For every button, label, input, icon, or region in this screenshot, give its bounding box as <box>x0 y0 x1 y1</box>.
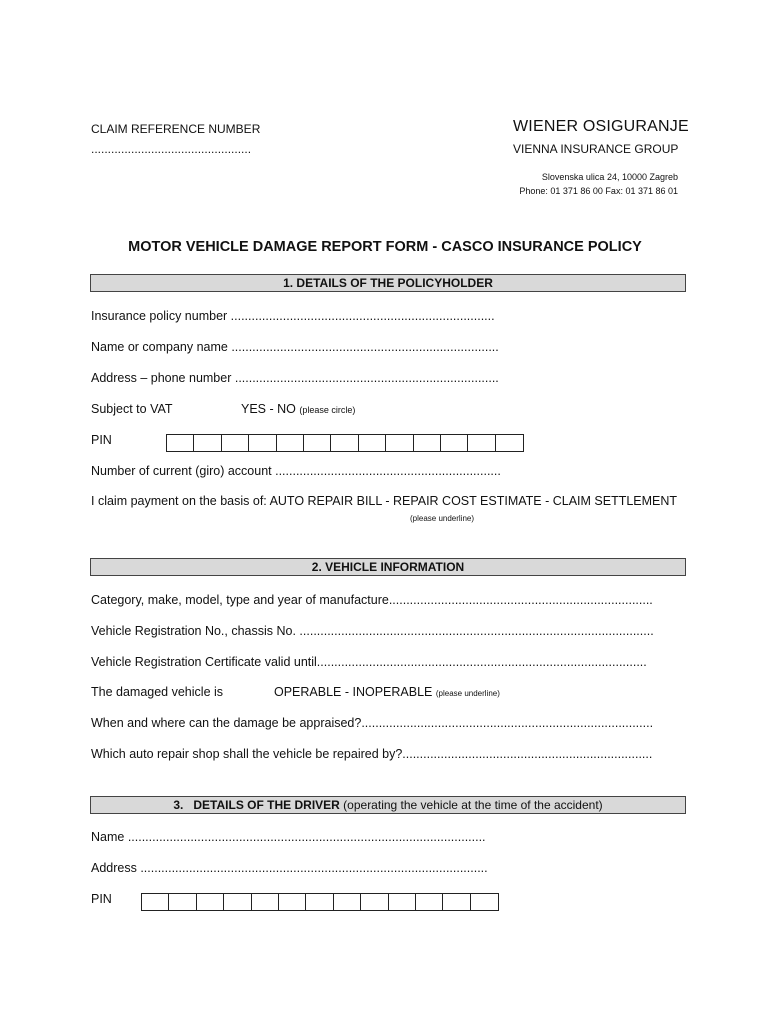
driver-pin-input-grid[interactable] <box>141 893 499 911</box>
vat-hint: (please circle) <box>299 405 356 415</box>
pin-cell[interactable] <box>443 894 470 910</box>
damaged-vehicle-options[interactable] <box>274 685 500 699</box>
giro-account-field[interactable]: Number of current (giro) account ................................................................. <box>91 464 501 478</box>
pin-cell[interactable] <box>416 894 443 910</box>
section-3-heading <box>90 796 686 814</box>
damage-appraisal-field[interactable]: When and where can the damage be appraised?.................................................................................... <box>91 716 654 730</box>
vehicle-category-field[interactable]: Category, make, model, type and year of manufacture............................................................................ <box>91 593 653 607</box>
pin-cell[interactable] <box>304 435 331 451</box>
pin-cell[interactable] <box>334 894 361 910</box>
company-address: Slovenska ulica 24, 10000 Zagreb <box>541 172 678 182</box>
vat-label: Subject to VAT <box>91 402 173 416</box>
company-group: VIENNA INSURANCE GROUP <box>513 142 679 156</box>
policy-number-field[interactable]: Insurance policy number ............................................................................ <box>91 309 495 323</box>
pin-label: PIN <box>91 433 112 447</box>
section-3-subtitle: (operating the vehicle at the time of the accident) <box>343 798 603 812</box>
address-phone-field[interactable]: Address – phone number ............................................................................ <box>91 371 499 385</box>
pin-cell[interactable] <box>249 435 276 451</box>
pin-cell[interactable] <box>142 894 169 910</box>
claim-reference-field[interactable]: ................................................ <box>91 142 252 156</box>
pin-cell[interactable] <box>194 435 221 451</box>
vat-options[interactable] <box>241 402 355 416</box>
pin-cell[interactable] <box>331 435 358 451</box>
pin-cell[interactable] <box>386 435 413 451</box>
company-name: WIENER OSIGURANJE <box>513 118 689 135</box>
vehicle-registration-field[interactable]: Vehicle Registration No., chassis No. ...................................................................................................... <box>91 624 654 638</box>
pin-cell[interactable] <box>277 435 304 451</box>
damaged-vehicle-hint: (please underline) <box>435 689 500 698</box>
pin-cell[interactable] <box>496 435 523 451</box>
section-3-title: DETAILS OF THE DRIVER <box>193 798 340 812</box>
pin-cell[interactable] <box>222 435 249 451</box>
pin-cell[interactable] <box>414 435 441 451</box>
registration-certificate-field[interactable]: Vehicle Registration Certificate valid until............................................................................................... <box>91 655 647 669</box>
pin-cell[interactable] <box>279 894 306 910</box>
driver-name-field[interactable]: Name ....................................................................................................... <box>91 830 486 844</box>
pin-cell[interactable] <box>359 435 386 451</box>
section-3-number: 3. <box>173 798 184 812</box>
claim-payment-hint: (please underline) <box>410 514 475 523</box>
pin-cell[interactable] <box>167 435 194 451</box>
driver-pin-label: PIN <box>91 892 112 906</box>
damaged-vehicle-label: The damaged vehicle is <box>91 685 224 699</box>
name-company-field[interactable]: Name or company name ............................................................................. <box>91 340 499 354</box>
vat-options-text[interactable]: YES - NO <box>241 402 296 416</box>
claim-reference-label: CLAIM REFERENCE NUMBER <box>91 122 261 136</box>
pin-cell[interactable] <box>468 435 495 451</box>
pin-cell[interactable] <box>441 435 468 451</box>
driver-address-field[interactable]: Address .................................................................................................... <box>91 861 488 875</box>
form-title: MOTOR VEHICLE DAMAGE REPORT FORM - CASCO INSURANCE POLICY <box>128 239 642 255</box>
pin-cell[interactable] <box>471 894 498 910</box>
damaged-vehicle-options-text[interactable]: OPERABLE - INOPERABLE <box>274 685 433 699</box>
section-2-heading: 2. VEHICLE INFORMATION <box>90 558 686 576</box>
pin-cell[interactable] <box>252 894 279 910</box>
pin-cell[interactable] <box>197 894 224 910</box>
claim-payment-options[interactable]: I claim payment on the basis of: AUTO REPAIR BILL - REPAIR COST ESTIMATE - CLAIM SETTLEMENT <box>91 494 678 508</box>
section-1-heading: 1. DETAILS OF THE POLICYHOLDER <box>90 274 686 292</box>
pin-cell[interactable] <box>306 894 333 910</box>
pin-cell[interactable] <box>169 894 196 910</box>
pin-cell[interactable] <box>361 894 388 910</box>
pin-input-grid[interactable] <box>166 434 524 452</box>
company-phone-fax: Phone: 01 371 86 00 Fax: 01 371 86 01 <box>519 186 678 196</box>
pin-cell[interactable] <box>389 894 416 910</box>
pin-cell[interactable] <box>224 894 251 910</box>
repair-shop-field[interactable]: Which auto repair shop shall the vehicle be repaired by?........................................................................ <box>91 747 653 761</box>
